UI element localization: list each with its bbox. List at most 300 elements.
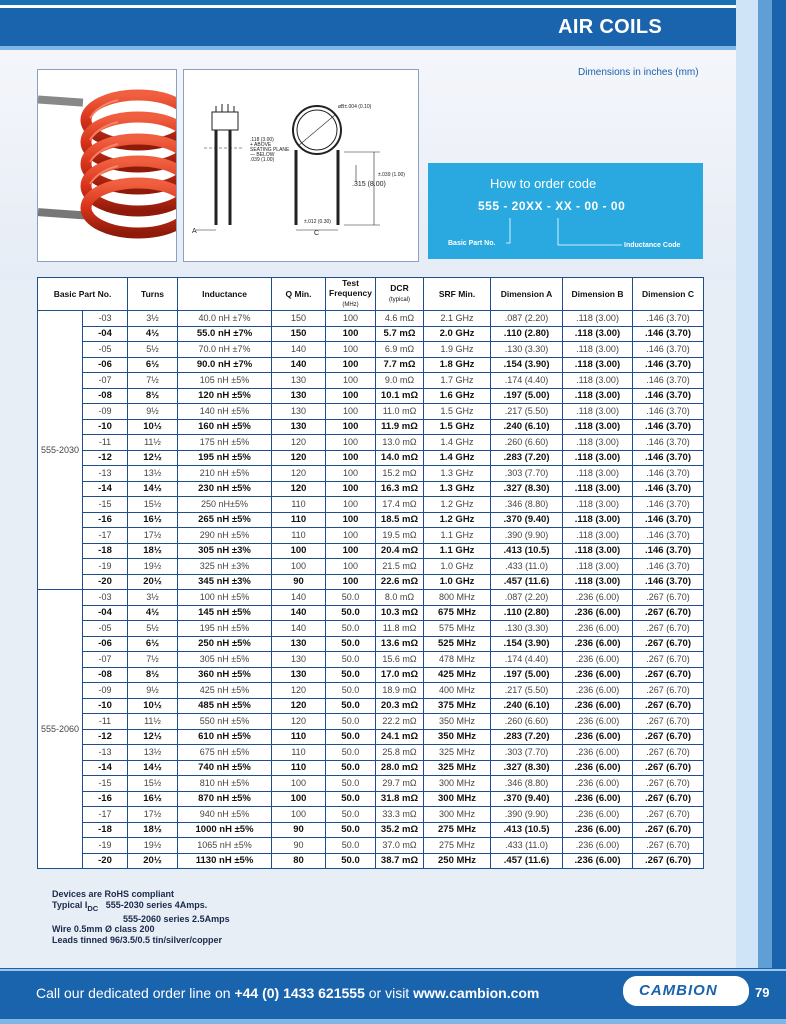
table-cell: 19½ bbox=[128, 838, 178, 854]
table-cell: .154 (3.90) bbox=[491, 636, 563, 652]
table-cell: .267 (6.70) bbox=[633, 698, 704, 714]
table-cell: 150 bbox=[272, 311, 326, 327]
table-cell: 145 nH ±5% bbox=[178, 605, 272, 621]
table-cell: .236 (6.00) bbox=[563, 698, 633, 714]
table-cell: .130 (3.30) bbox=[491, 621, 563, 637]
table-cell: 13½ bbox=[128, 466, 178, 482]
table-cell: 70.0 nH ±7% bbox=[178, 342, 272, 358]
table-cell: 360 nH ±5% bbox=[178, 667, 272, 683]
table-cell: .260 (6.60) bbox=[491, 435, 563, 451]
table-cell: .267 (6.70) bbox=[633, 791, 704, 807]
table-row bbox=[38, 388, 704, 404]
table-cell: .236 (6.00) bbox=[563, 605, 633, 621]
table-cell: .118 (3.00) bbox=[563, 450, 633, 466]
table-cell: 17.4 mΩ bbox=[376, 497, 424, 513]
table-cell: 40.0 nH ±7% bbox=[178, 311, 272, 327]
table-cell: .267 (6.70) bbox=[633, 807, 704, 823]
table-cell: 17½ bbox=[128, 807, 178, 823]
table-cell: 345 nH ±3% bbox=[178, 574, 272, 590]
table-cell: 1000 nH ±5% bbox=[178, 822, 272, 838]
table-cell: 140 bbox=[272, 590, 326, 606]
table-cell: -14 bbox=[83, 481, 128, 497]
table-cell: 20½ bbox=[128, 574, 178, 590]
table-cell: 12½ bbox=[128, 450, 178, 466]
table-cell: -19 bbox=[83, 559, 128, 575]
table-cell: .236 (6.00) bbox=[563, 776, 633, 792]
table-cell: .146 (3.70) bbox=[633, 559, 704, 575]
table-cell: 275 MHz bbox=[424, 838, 491, 854]
table-cell: 9½ bbox=[128, 404, 178, 420]
table-row bbox=[38, 326, 704, 342]
table-cell: .146 (3.70) bbox=[633, 373, 704, 389]
table-cell: .390 (9.90) bbox=[491, 528, 563, 544]
table-cell: -05 bbox=[83, 342, 128, 358]
table-cell: 7½ bbox=[128, 373, 178, 389]
table-cell: 50.0 bbox=[326, 791, 376, 807]
footer-text-mid: or visit bbox=[368, 985, 410, 1001]
table-cell: .240 (6.10) bbox=[491, 698, 563, 714]
table-cell: -12 bbox=[83, 450, 128, 466]
table-cell: 100 bbox=[326, 357, 376, 373]
table-cell: .236 (6.00) bbox=[563, 807, 633, 823]
table-cell: 11.9 mΩ bbox=[376, 419, 424, 435]
table-cell: 11.8 mΩ bbox=[376, 621, 424, 637]
table-cell: 250 MHz bbox=[424, 853, 491, 869]
table-cell: 14.0 mΩ bbox=[376, 450, 424, 466]
table-cell: -17 bbox=[83, 528, 128, 544]
table-cell: 485 nH ±5% bbox=[178, 698, 272, 714]
seating-text-3: SEATING PLANE bbox=[250, 147, 290, 153]
table-cell: -14 bbox=[83, 760, 128, 776]
footer-contact bbox=[36, 985, 539, 1001]
table-row bbox=[38, 512, 704, 528]
table-cell: 50.0 bbox=[326, 652, 376, 668]
table-row bbox=[38, 621, 704, 637]
order-code-box bbox=[428, 163, 703, 259]
table-cell: 1.0 GHz bbox=[424, 574, 491, 590]
table-cell: 140 nH ±5% bbox=[178, 404, 272, 420]
table-cell: 20.3 mΩ bbox=[376, 698, 424, 714]
table-cell: -08 bbox=[83, 388, 128, 404]
order-code: 555 - 20XX - XX - 00 - 00 bbox=[478, 199, 626, 213]
table-row bbox=[38, 574, 704, 590]
table-cell: 55.0 nH ±7% bbox=[178, 326, 272, 342]
table-cell: 1.0 GHz bbox=[424, 559, 491, 575]
table-cell: 50.0 bbox=[326, 729, 376, 745]
table-cell: 610 nH ±5% bbox=[178, 729, 272, 745]
table-cell: .370 (9.40) bbox=[491, 512, 563, 528]
table-cell: -17 bbox=[83, 807, 128, 823]
rohs-note: Devices are RoHS compliant bbox=[52, 889, 175, 899]
typical-idc-note: Typical $I_{DC}$ 555-2030 series 4Amps. bbox=[52, 899, 208, 913]
footer-top-line bbox=[0, 969, 786, 971]
table-cell: .087 (2.20) bbox=[491, 590, 563, 606]
table-cell: 870 nH ±5% bbox=[178, 791, 272, 807]
table-row bbox=[38, 481, 704, 497]
table-cell: 130 bbox=[272, 388, 326, 404]
table-cell: 10½ bbox=[128, 419, 178, 435]
table-cell: 100 bbox=[326, 466, 376, 482]
table-cell: -09 bbox=[83, 404, 128, 420]
table-cell: .236 (6.00) bbox=[563, 714, 633, 730]
table-cell: .146 (3.70) bbox=[633, 466, 704, 482]
website-link[interactable]: www.cambion.com bbox=[413, 985, 540, 1001]
table-cell: .236 (6.00) bbox=[563, 683, 633, 699]
table-row bbox=[38, 822, 704, 838]
table-cell: .146 (3.70) bbox=[633, 528, 704, 544]
table-cell: .146 (3.70) bbox=[633, 326, 704, 342]
table-cell: .236 (6.00) bbox=[563, 621, 633, 637]
table-cell: .267 (6.70) bbox=[633, 729, 704, 745]
table-cell: .267 (6.70) bbox=[633, 714, 704, 730]
basic-part-group: 555-2030 bbox=[38, 311, 83, 590]
table-cell: -13 bbox=[83, 466, 128, 482]
table-cell: 140 bbox=[272, 342, 326, 358]
table-cell: -07 bbox=[83, 652, 128, 668]
table-cell: -20 bbox=[83, 853, 128, 869]
table-cell: 100 bbox=[326, 512, 376, 528]
table-cell: .146 (3.70) bbox=[633, 388, 704, 404]
table-cell: 1.6 GHz bbox=[424, 388, 491, 404]
table-cell: .267 (6.70) bbox=[633, 605, 704, 621]
table-cell: .217 (5.50) bbox=[491, 404, 563, 420]
table-cell: -16 bbox=[83, 791, 128, 807]
table-cell: 24.1 mΩ bbox=[376, 729, 424, 745]
table-cell: .174 (4.40) bbox=[491, 652, 563, 668]
table-cell: 100 bbox=[326, 388, 376, 404]
table-cell: 130 bbox=[272, 652, 326, 668]
table-cell: 275 MHz bbox=[424, 822, 491, 838]
table-cell: 90 bbox=[272, 574, 326, 590]
table-row bbox=[38, 729, 704, 745]
table-cell: .118 (3.00) bbox=[563, 574, 633, 590]
table-cell: -03 bbox=[83, 590, 128, 606]
table-cell: 130 bbox=[272, 404, 326, 420]
table-cell: 11.0 mΩ bbox=[376, 404, 424, 420]
table-cell: 3½ bbox=[128, 590, 178, 606]
col-srf-min: SRF Min. bbox=[424, 278, 491, 311]
table-cell: 100 bbox=[326, 497, 376, 513]
table-cell: 16½ bbox=[128, 512, 178, 528]
table-cell: .146 (3.70) bbox=[633, 435, 704, 451]
tolerance-text: ±.012 (0.30) bbox=[304, 219, 331, 225]
coil-photo bbox=[37, 69, 177, 262]
table-cell: .130 (3.30) bbox=[491, 342, 563, 358]
table-cell: .267 (6.70) bbox=[633, 745, 704, 761]
table-row bbox=[38, 714, 704, 730]
table-cell: 17½ bbox=[128, 528, 178, 544]
table-cell: 1.1 GHz bbox=[424, 543, 491, 559]
table-cell: 50.0 bbox=[326, 776, 376, 792]
table-cell: 10½ bbox=[128, 698, 178, 714]
table-cell: 140 bbox=[272, 357, 326, 373]
table-cell: 25.8 mΩ bbox=[376, 745, 424, 761]
table-cell: 33.3 mΩ bbox=[376, 807, 424, 823]
table-cell: .118 (3.00) bbox=[563, 419, 633, 435]
table-row bbox=[38, 435, 704, 451]
table-cell: 38.7 mΩ bbox=[376, 853, 424, 869]
table-cell: 50.0 bbox=[326, 667, 376, 683]
right-edge-light-bar bbox=[736, 0, 758, 968]
table-cell: .118 (3.00) bbox=[563, 481, 633, 497]
table-cell: -03 bbox=[83, 311, 128, 327]
dimension-drawing bbox=[183, 69, 419, 262]
table-cell: 100 bbox=[326, 404, 376, 420]
table-cell: 17.0 mΩ bbox=[376, 667, 424, 683]
table-cell: -15 bbox=[83, 776, 128, 792]
table-cell: .118 (3.00) bbox=[563, 528, 633, 544]
table-cell: 425 MHz bbox=[424, 667, 491, 683]
table-cell: 9.0 mΩ bbox=[376, 373, 424, 389]
table-cell: 8½ bbox=[128, 388, 178, 404]
table-row bbox=[38, 745, 704, 761]
table-cell: .267 (6.70) bbox=[633, 776, 704, 792]
phone-number: +44 (0) 1433 621555 bbox=[234, 985, 365, 1001]
table-cell: 325 nH ±3% bbox=[178, 559, 272, 575]
table-row bbox=[38, 311, 704, 327]
table-row bbox=[38, 776, 704, 792]
table-cell: -09 bbox=[83, 683, 128, 699]
seating-text-2: + ABOVE bbox=[250, 142, 272, 148]
page-number: 79 bbox=[755, 985, 770, 1000]
table-cell: .110 (2.80) bbox=[491, 326, 563, 342]
table-row bbox=[38, 683, 704, 699]
table-cell: 18.5 mΩ bbox=[376, 512, 424, 528]
table-cell: 1.1 GHz bbox=[424, 528, 491, 544]
table-cell: .283 (7.20) bbox=[491, 450, 563, 466]
table-cell: 105 nH ±5% bbox=[178, 373, 272, 389]
table-cell: 175 nH ±5% bbox=[178, 435, 272, 451]
table-cell: .457 (11.6) bbox=[491, 853, 563, 869]
table-cell: -04 bbox=[83, 326, 128, 342]
col-test-frequency: Test Frequency (MHz) bbox=[326, 278, 376, 311]
table-cell: 130 bbox=[272, 419, 326, 435]
table-cell: 575 MHz bbox=[424, 621, 491, 637]
table-cell: .267 (6.70) bbox=[633, 667, 704, 683]
table-cell: 15.6 mΩ bbox=[376, 652, 424, 668]
table-cell: 1.4 GHz bbox=[424, 435, 491, 451]
table-cell: 110 bbox=[272, 497, 326, 513]
table-cell: 3½ bbox=[128, 311, 178, 327]
table-row bbox=[38, 528, 704, 544]
table-cell: .236 (6.00) bbox=[563, 667, 633, 683]
table-cell: 5.7 mΩ bbox=[376, 326, 424, 342]
table-cell: -10 bbox=[83, 698, 128, 714]
table-cell: 740 nH ±5% bbox=[178, 760, 272, 776]
table-cell: -11 bbox=[83, 714, 128, 730]
table-row bbox=[38, 652, 704, 668]
table-cell: 110 bbox=[272, 760, 326, 776]
table-cell: 265 nH ±5% bbox=[178, 512, 272, 528]
table-cell: .154 (3.90) bbox=[491, 357, 563, 373]
table-cell: 37.0 mΩ bbox=[376, 838, 424, 854]
table-cell: 31.8 mΩ bbox=[376, 791, 424, 807]
table-cell: 16.3 mΩ bbox=[376, 481, 424, 497]
table-cell: 50.0 bbox=[326, 621, 376, 637]
table-cell: 120 bbox=[272, 698, 326, 714]
table-cell: 140 bbox=[272, 621, 326, 637]
table-cell: 50.0 bbox=[326, 590, 376, 606]
table-cell: 130 bbox=[272, 667, 326, 683]
table-cell: 21.5 mΩ bbox=[376, 559, 424, 575]
footer-text-pre: Call our dedicated order line on bbox=[36, 985, 231, 1001]
col-basic-part: Basic Part No. bbox=[38, 278, 128, 311]
table-cell: 28.0 mΩ bbox=[376, 760, 424, 776]
table-cell: 18.9 mΩ bbox=[376, 683, 424, 699]
table-cell: 1.9 GHz bbox=[424, 342, 491, 358]
table-cell: 675 nH ±5% bbox=[178, 745, 272, 761]
table-cell: 120 bbox=[272, 450, 326, 466]
table-cell: 100 bbox=[326, 435, 376, 451]
table-cell: .240 (6.10) bbox=[491, 419, 563, 435]
table-cell: -08 bbox=[83, 667, 128, 683]
table-cell: .118 (3.00) bbox=[563, 512, 633, 528]
table-cell: 100 nH ±5% bbox=[178, 590, 272, 606]
table-cell: .146 (3.70) bbox=[633, 357, 704, 373]
table-cell: 120 nH ±5% bbox=[178, 388, 272, 404]
wire-note: Wire 0.5mm Ø class 200 bbox=[52, 924, 155, 935]
table-cell: .327 (8.30) bbox=[491, 481, 563, 497]
table-cell: .146 (3.70) bbox=[633, 481, 704, 497]
right-edge-dark-bar bbox=[772, 0, 786, 968]
table-cell: .146 (3.70) bbox=[633, 543, 704, 559]
table-cell: -18 bbox=[83, 822, 128, 838]
table-cell: .118 (3.00) bbox=[563, 466, 633, 482]
table-cell: 13.6 mΩ bbox=[376, 636, 424, 652]
table-cell: .110 (2.80) bbox=[491, 605, 563, 621]
table-cell: 100 bbox=[326, 559, 376, 575]
table-row bbox=[38, 698, 704, 714]
table-cell: .236 (6.00) bbox=[563, 745, 633, 761]
table-cell: .303 (7.70) bbox=[491, 745, 563, 761]
table-cell: 7½ bbox=[128, 652, 178, 668]
table-cell: 100 bbox=[326, 481, 376, 497]
table-cell: .236 (6.00) bbox=[563, 760, 633, 776]
table-cell: 350 MHz bbox=[424, 729, 491, 745]
table-cell: 195 nH ±5% bbox=[178, 450, 272, 466]
table-cell: .267 (6.70) bbox=[633, 822, 704, 838]
table-cell: .236 (6.00) bbox=[563, 838, 633, 854]
table-cell: 6.9 mΩ bbox=[376, 342, 424, 358]
table-row bbox=[38, 559, 704, 575]
table-cell: 300 MHz bbox=[424, 776, 491, 792]
table-row bbox=[38, 636, 704, 652]
table-cell: 22.6 mΩ bbox=[376, 574, 424, 590]
table-cell: 13.0 mΩ bbox=[376, 435, 424, 451]
table-cell: 50.0 bbox=[326, 605, 376, 621]
table-cell: 5½ bbox=[128, 342, 178, 358]
table-cell: .267 (6.70) bbox=[633, 760, 704, 776]
table-cell: 50.0 bbox=[326, 822, 376, 838]
table-row bbox=[38, 590, 704, 606]
logo-text: CAMBION bbox=[639, 982, 718, 999]
table-cell: 14½ bbox=[128, 481, 178, 497]
specification-table bbox=[37, 277, 704, 869]
table-cell: .118 (3.00) bbox=[563, 543, 633, 559]
seating-text-4: — BELOW bbox=[250, 152, 275, 158]
table-cell: -15 bbox=[83, 497, 128, 513]
table-cell: 50.0 bbox=[326, 760, 376, 776]
table-row bbox=[38, 419, 704, 435]
table-cell: 10.3 mΩ bbox=[376, 605, 424, 621]
dim-b-label: øB±.004 (0.10) bbox=[338, 104, 372, 110]
table-cell: 90 bbox=[272, 838, 326, 854]
typical-idc-2060-note: 555-2060 series 2.5Amps bbox=[123, 913, 230, 924]
table-row bbox=[38, 497, 704, 513]
table-cell: 375 MHz bbox=[424, 698, 491, 714]
leads-note: Leads tinned 96/3.5/0.5 tin/silver/copper bbox=[52, 934, 223, 945]
table-cell: .146 (3.70) bbox=[633, 342, 704, 358]
table-cell: 4½ bbox=[128, 605, 178, 621]
height-dim-text: .315 (8.00) bbox=[352, 181, 386, 188]
table-cell: .146 (3.70) bbox=[633, 404, 704, 420]
table-cell: .146 (3.70) bbox=[633, 512, 704, 528]
table-cell: .433 (11.0) bbox=[491, 838, 563, 854]
table-cell: -10 bbox=[83, 419, 128, 435]
table-cell: -18 bbox=[83, 543, 128, 559]
table-cell: 8.0 mΩ bbox=[376, 590, 424, 606]
table-cell: 100 bbox=[326, 450, 376, 466]
table-cell: -06 bbox=[83, 357, 128, 373]
table-cell: 120 bbox=[272, 481, 326, 497]
table-cell: .118 (3.00) bbox=[563, 497, 633, 513]
table-row bbox=[38, 853, 704, 869]
col-q-min: Q Min. bbox=[272, 278, 326, 311]
table-cell: 50.0 bbox=[326, 807, 376, 823]
table-cell: 15½ bbox=[128, 776, 178, 792]
table-cell: .197 (5.00) bbox=[491, 388, 563, 404]
table-cell: 300 MHz bbox=[424, 791, 491, 807]
table-row bbox=[38, 450, 704, 466]
table-cell: .267 (6.70) bbox=[633, 621, 704, 637]
table-cell: 400 MHz bbox=[424, 683, 491, 699]
table-cell: -20 bbox=[83, 574, 128, 590]
table-cell: -19 bbox=[83, 838, 128, 854]
table-cell: .118 (3.00) bbox=[563, 357, 633, 373]
table-cell: 1.8 GHz bbox=[424, 357, 491, 373]
table-cell: .457 (11.6) bbox=[491, 574, 563, 590]
table-cell: 325 MHz bbox=[424, 760, 491, 776]
table-cell: 305 nH ±3% bbox=[178, 543, 272, 559]
table-cell: 478 MHz bbox=[424, 652, 491, 668]
bottom-stripe bbox=[0, 1019, 786, 1024]
table-cell: -06 bbox=[83, 636, 128, 652]
table-cell: 120 bbox=[272, 466, 326, 482]
table-cell: 90 bbox=[272, 822, 326, 838]
table-cell: 6½ bbox=[128, 357, 178, 373]
table-cell: 4½ bbox=[128, 326, 178, 342]
table-cell: 12½ bbox=[128, 729, 178, 745]
table-cell: .118 (3.00) bbox=[563, 404, 633, 420]
table-cell: 4.6 mΩ bbox=[376, 311, 424, 327]
table-cell: 10.1 mΩ bbox=[376, 388, 424, 404]
table-cell: 130 bbox=[272, 636, 326, 652]
table-cell: 15½ bbox=[128, 497, 178, 513]
col-dimension-c: Dimension C bbox=[633, 278, 704, 311]
table-row bbox=[38, 543, 704, 559]
col-dcr: DCR (typical) bbox=[376, 278, 424, 311]
table-cell: 100 bbox=[272, 807, 326, 823]
table-cell: -12 bbox=[83, 729, 128, 745]
table-cell: .118 (3.00) bbox=[563, 373, 633, 389]
table-cell: .267 (6.70) bbox=[633, 853, 704, 869]
table-cell: .197 (5.00) bbox=[491, 667, 563, 683]
table-cell: 100 bbox=[326, 574, 376, 590]
table-cell: .267 (6.70) bbox=[633, 683, 704, 699]
table-cell: 120 bbox=[272, 683, 326, 699]
table-cell: 100 bbox=[326, 342, 376, 358]
top-stripe bbox=[0, 0, 786, 5]
